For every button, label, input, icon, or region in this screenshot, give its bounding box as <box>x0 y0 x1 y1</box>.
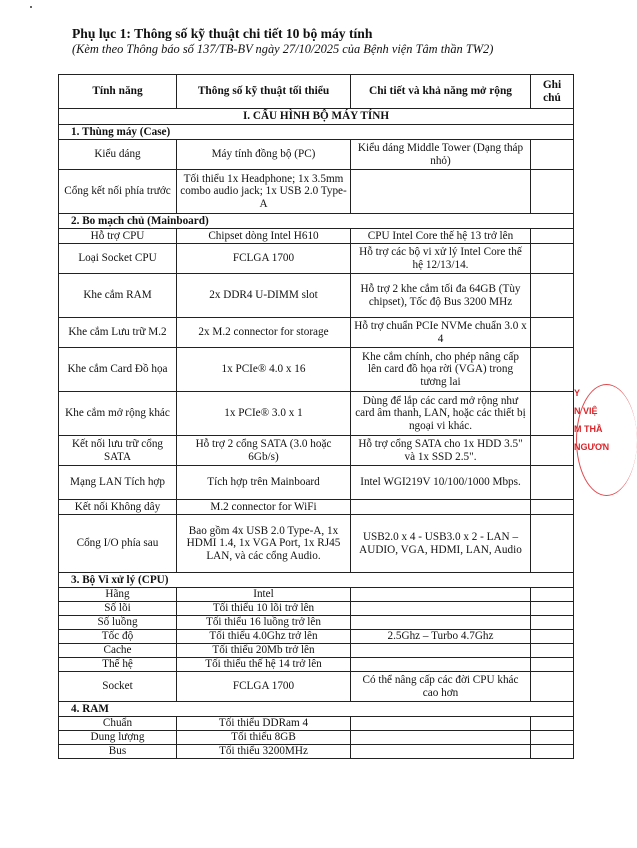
cell-min-spec: Bao gồm 4x USB 2.0 Type-A, 1x HDMI 1.4, 1x VGA Port, 1x RJ45 LAN, và các cổng Audio. <box>177 515 351 573</box>
cell-notes <box>531 392 574 436</box>
table-row <box>59 140 574 170</box>
cell-notes <box>531 602 574 616</box>
cell-notes <box>531 274 574 318</box>
cell-details: Hỗ trợ 2 khe cắm tối đa 64GB (Tùy chipset), Tốc độ Bus 3200 MHz <box>351 274 531 318</box>
cell-min-spec: Intel <box>177 588 351 602</box>
cell-min-spec: Tối thiểu DDRam 4 <box>177 717 351 731</box>
stamp-text: M THẦ <box>574 424 603 434</box>
cell-min-spec: 1x PCIe® 3.0 x 1 <box>177 392 351 436</box>
cell-min-spec: Tối thiểu 10 lõi trở lên <box>177 602 351 616</box>
stamp-text: N VIỆ <box>574 406 598 416</box>
cell-details: Hỗ trợ cổng SATA cho 1x HDD 3.5" và 1x SSD 2.5". <box>351 436 531 466</box>
cell-details: Kiểu dáng Middle Tower (Dạng tháp nhỏ) <box>351 140 531 170</box>
cell-details <box>351 745 531 759</box>
group-row <box>59 125 574 140</box>
table-row <box>59 515 574 573</box>
cell-notes <box>531 348 574 392</box>
table-row <box>59 630 574 644</box>
cell-min-spec: FCLGA 1700 <box>177 244 351 274</box>
cell-details: 2.5Ghz – Turbo 4.7Ghz <box>351 630 531 644</box>
cell-feature: Dung lượng <box>59 731 177 745</box>
cell-details: Hỗ trợ chuẩn PCIe NVMe chuẩn 3.0 x 4 <box>351 318 531 348</box>
page-heading: Phụ lục 1: Thông số kỹ thuật chi tiết 10 bộ máy tính <box>72 26 373 41</box>
page-subtitle: (Kèm theo Thông báo số 137/TB-BV ngày 27/10/2025 của Bệnh viện Tâm thần TW2) <box>72 42 494 56</box>
cell-details <box>351 658 531 672</box>
cell-feature: Hãng <box>59 588 177 602</box>
cell-notes <box>531 731 574 745</box>
table-row <box>59 244 574 274</box>
cell-min-spec: M.2 connector for WiFi <box>177 500 351 515</box>
cell-min-spec: Tối thiểu 1x Headphone; 1x 3.5mm combo audio jack; 1x USB 2.0 Type-A <box>177 170 351 214</box>
header-min-spec: Thông số kỹ thuật tối thiểu <box>177 75 351 109</box>
table-row <box>59 658 574 672</box>
cell-min-spec: Tối thiểu 20Mb trở lên <box>177 644 351 658</box>
table-row <box>59 274 574 318</box>
cell-min-spec: Tối thiểu 3200MHz <box>177 745 351 759</box>
cell-feature: Khe cắm mở rộng khác <box>59 392 177 436</box>
cell-notes <box>531 318 574 348</box>
cell-notes <box>531 515 574 573</box>
cell-min-spec: Tối thiểu thế hệ 14 trở lên <box>177 658 351 672</box>
cell-feature: Cache <box>59 644 177 658</box>
table-row <box>59 672 574 702</box>
table-row <box>59 466 574 500</box>
cell-notes <box>531 466 574 500</box>
cell-feature: Khe cắm Lưu trữ M.2 <box>59 318 177 348</box>
table-row <box>59 616 574 630</box>
cell-details <box>351 616 531 630</box>
red-stamp <box>572 384 612 494</box>
cell-min-spec: Máy tính đồng bộ (PC) <box>177 140 351 170</box>
table-row <box>59 745 574 759</box>
cell-min-spec: Tối thiểu 4.0Ghz trở lên <box>177 630 351 644</box>
table-row <box>59 318 574 348</box>
cell-feature: Mạng LAN Tích hợp <box>59 466 177 500</box>
table-row <box>59 348 574 392</box>
group-row <box>59 573 574 588</box>
cell-feature: Chuẩn <box>59 717 177 731</box>
cell-notes <box>531 672 574 702</box>
cell-feature: Cổng I/O phía sau <box>59 515 177 573</box>
cell-min-spec: 2x DDR4 U-DIMM slot <box>177 274 351 318</box>
cell-notes <box>531 140 574 170</box>
cell-feature: Kiểu dáng <box>59 140 177 170</box>
table-row <box>59 500 574 515</box>
cell-min-spec: Tối thiểu 8GB <box>177 731 351 745</box>
cell-details <box>351 500 531 515</box>
table-header-row <box>59 75 574 109</box>
cell-details <box>351 602 531 616</box>
cell-min-spec: Chipset dòng Intel H610 <box>177 229 351 244</box>
cell-min-spec: Tích hợp trên Mainboard <box>177 466 351 500</box>
cell-notes <box>531 500 574 515</box>
stamp-text: Y <box>574 388 581 398</box>
cell-details: Dùng để lắp các card mở rộng như card âm thanh, LAN, hoặc các thiết bị ngoại vi khác. <box>351 392 531 436</box>
cell-details: Khe cắm chính, cho phép nâng cấp lên card đồ họa rời (VGA) trong tương lai <box>351 348 531 392</box>
cell-notes <box>531 244 574 274</box>
cell-min-spec: Hỗ trợ 2 cổng SATA (3.0 hoặc 6Gb/s) <box>177 436 351 466</box>
cell-details <box>351 588 531 602</box>
scan-speck <box>30 6 32 8</box>
table-row <box>59 602 574 616</box>
header-feature: Tính năng <box>59 75 177 109</box>
cell-details: USB2.0 x 4 - USB3.0 x 2 - LAN – AUDIO, VGA, HDMI, LAN, Audio <box>351 515 531 573</box>
cell-feature: Khe cắm Card Đồ họa <box>59 348 177 392</box>
header-details: Chi tiết và khả năng mở rộng <box>351 75 531 109</box>
table-row <box>59 229 574 244</box>
cell-details: Hỗ trợ các bộ vi xử lý Intel Core thế hệ 12/13/14. <box>351 244 531 274</box>
group-title: 1. Thùng máy (Case) <box>59 125 574 140</box>
cell-details <box>351 731 531 745</box>
header-notes: Ghi chú <box>531 75 574 109</box>
group-row <box>59 702 574 717</box>
cell-feature: Thế hệ <box>59 658 177 672</box>
cell-details: CPU Intel Core thế hệ 13 trở lên <box>351 229 531 244</box>
cell-feature: Bus <box>59 745 177 759</box>
table-row <box>59 717 574 731</box>
cell-min-spec: FCLGA 1700 <box>177 672 351 702</box>
cell-feature: Tốc độ <box>59 630 177 644</box>
table-row <box>59 588 574 602</box>
cell-min-spec: Tối thiểu 16 luồng trở lên <box>177 616 351 630</box>
cell-notes <box>531 436 574 466</box>
cell-feature: Khe cắm RAM <box>59 274 177 318</box>
group-title: 4. RAM <box>59 702 574 717</box>
cell-notes <box>531 588 574 602</box>
cell-notes <box>531 229 574 244</box>
cell-feature: Loại Socket CPU <box>59 244 177 274</box>
table-row <box>59 436 574 466</box>
cell-min-spec: 2x M.2 connector for storage <box>177 318 351 348</box>
cell-notes <box>531 717 574 731</box>
cell-min-spec: 1x PCIe® 4.0 x 16 <box>177 348 351 392</box>
cell-details <box>351 644 531 658</box>
cell-notes <box>531 170 574 214</box>
group-row <box>59 214 574 229</box>
cell-notes <box>531 616 574 630</box>
cell-feature: Kết nối lưu trữ cổng SATA <box>59 436 177 466</box>
section-title: I. CẤU HÌNH BỘ MÁY TÍNH <box>59 109 574 125</box>
section-row <box>59 109 574 125</box>
cell-notes <box>531 745 574 759</box>
table-row <box>59 644 574 658</box>
cell-feature: Socket <box>59 672 177 702</box>
cell-notes <box>531 658 574 672</box>
cell-details <box>351 717 531 731</box>
group-title: 2. Bo mạch chủ (Mainboard) <box>59 214 574 229</box>
cell-details <box>351 170 531 214</box>
cell-details: Có thể nâng cấp các đời CPU khác cao hơn <box>351 672 531 702</box>
table-row <box>59 731 574 745</box>
cell-notes <box>531 644 574 658</box>
cell-feature: Hỗ trợ CPU <box>59 229 177 244</box>
cell-feature: Kết nối Không dây <box>59 500 177 515</box>
spec-table <box>58 74 574 759</box>
cell-details: Intel WGI219V 10/100/1000 Mbps. <box>351 466 531 500</box>
table-row <box>59 392 574 436</box>
table-row <box>59 170 574 214</box>
stamp-text: NGƯƠN <box>574 442 610 452</box>
cell-feature: Số luồng <box>59 616 177 630</box>
spec-table-body <box>59 109 574 759</box>
cell-feature: Số lõi <box>59 602 177 616</box>
cell-notes <box>531 630 574 644</box>
group-title: 3. Bộ Vi xử lý (CPU) <box>59 573 574 588</box>
cell-feature: Cổng kết nối phía trước <box>59 170 177 214</box>
